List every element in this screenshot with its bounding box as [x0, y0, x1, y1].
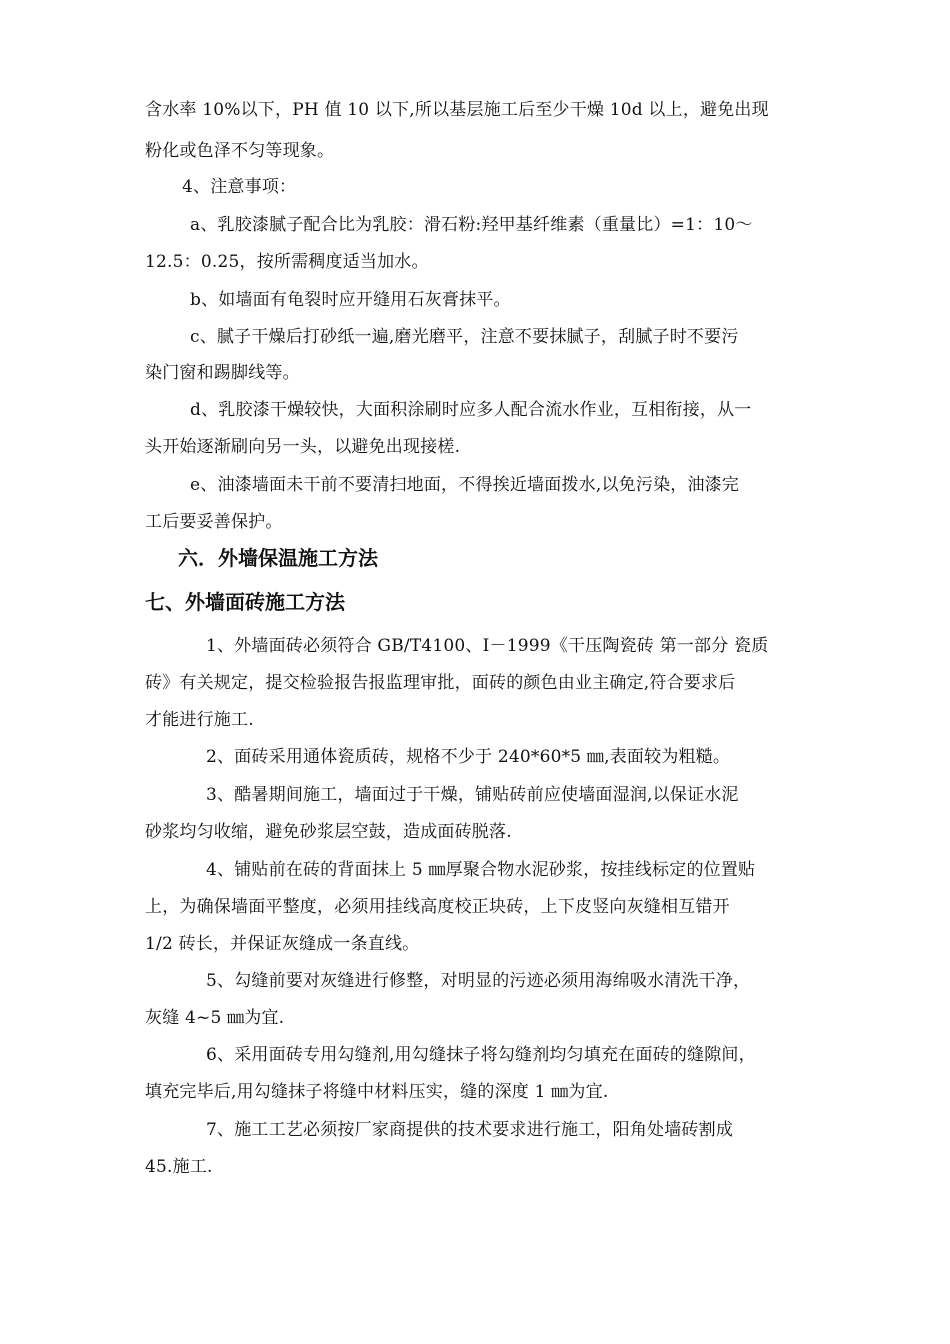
note-e-line: e、油漆墙面未干前不要清扫地面，不得挨近墙面拨水,以免污染，油漆完: [190, 475, 740, 495]
note-a-line: a、乳胶漆腻子配合比为乳胶：滑石粉:羟甲基纤维素（重量比）=1：10～: [190, 215, 753, 235]
intro-line: 粉化或色泽不匀等现象。: [145, 141, 335, 161]
section-7-p7-line: 7、施工工艺必须按厂家商提供的技术要求进行施工，阳角处墙砖割成: [206, 1120, 734, 1140]
note-d-line: 头开始逐渐刷向另一头，以避免出现接槎.: [145, 437, 461, 457]
section-7-p4-line: 1/2 砖长，并保证灰缝成一条直线。: [145, 934, 420, 954]
section-7-p6-line: 填充完毕后,用勾缝抹子将缝中材料压实，缝的深度 1 ㎜为宜.: [145, 1082, 609, 1102]
section-7-p5-line: 灰缝 4~5 ㎜为宜.: [145, 1008, 285, 1028]
section-7-p4-line: 4、铺贴前在砖的背面抹上 5 ㎜厚聚合物水泥砂浆，按挂线标定的位置贴: [206, 860, 756, 880]
notes-title: 4、注意事项：: [182, 177, 297, 197]
section-7-p7-line: 45.施工.: [145, 1157, 213, 1177]
note-e-line: 工后要妥善保护。: [145, 512, 283, 532]
note-a-line: 12.5：0.25，按所需稠度适当加水。: [145, 252, 429, 272]
section-7-p3-line: 砂浆均匀收缩，避免砂浆层空鼓，造成面砖脱落.: [145, 822, 512, 842]
section-7-p3-line: 3、酷暑期间施工，墙面过于干燥，铺贴砖前应使墙面湿润,以保证水泥: [206, 785, 739, 805]
section-7-p1-line: 1、外墙面砖必须符合 GB/T4100、I－1999《干压陶瓷砖 第一部分 瓷质: [206, 636, 769, 656]
note-d-line: d、乳胶漆干燥较快，大面积涂刷时应多人配合流水作业，互相衔接，从一: [190, 400, 752, 420]
section-7-heading: 七、外墙面砖施工方法: [145, 590, 345, 614]
note-b-line: b、如墙面有龟裂时应开缝用石灰膏抹平。: [190, 290, 511, 310]
section-7-p6-line: 6、采用面砖专用勾缝剂,用勾缝抹子将勾缝剂均匀填充在面砖的缝隙间，: [206, 1045, 756, 1065]
section-7-p4-line: 上，为确保墙面平整度，必须用挂线高度校正块砖，上下皮竖向灰缝相互错开: [145, 897, 730, 917]
section-7-p1-line: 才能进行施工.: [145, 710, 254, 730]
note-c-line: 染门窗和踢脚线等。: [145, 363, 300, 383]
section-7-p2-line: 2、面砖采用通体瓷质砖，规格不少于 240*60*5 ㎜,表面较为粗糙。: [206, 747, 731, 767]
intro-line: 含水率 10%以下，PH 值 10 以下,所以基层施工后至少干燥 10d 以上，避免出现: [145, 100, 769, 120]
section-7-p5-line: 5、勾缝前要对灰缝进行修整，对明显的污迹必须用海绵吸水清洗干净，: [206, 971, 751, 991]
section-7-p1-line: 砖》有关规定，提交检验报告报监理审批，面砖的颜色由业主确定,符合要求后: [145, 673, 736, 693]
note-c-line: c、腻子干燥后打砂纸一遍,磨光磨平，注意不要抹腻子，刮腻子时不要污: [190, 327, 739, 347]
section-6-heading: 六．外墙保温施工方法: [178, 546, 378, 570]
